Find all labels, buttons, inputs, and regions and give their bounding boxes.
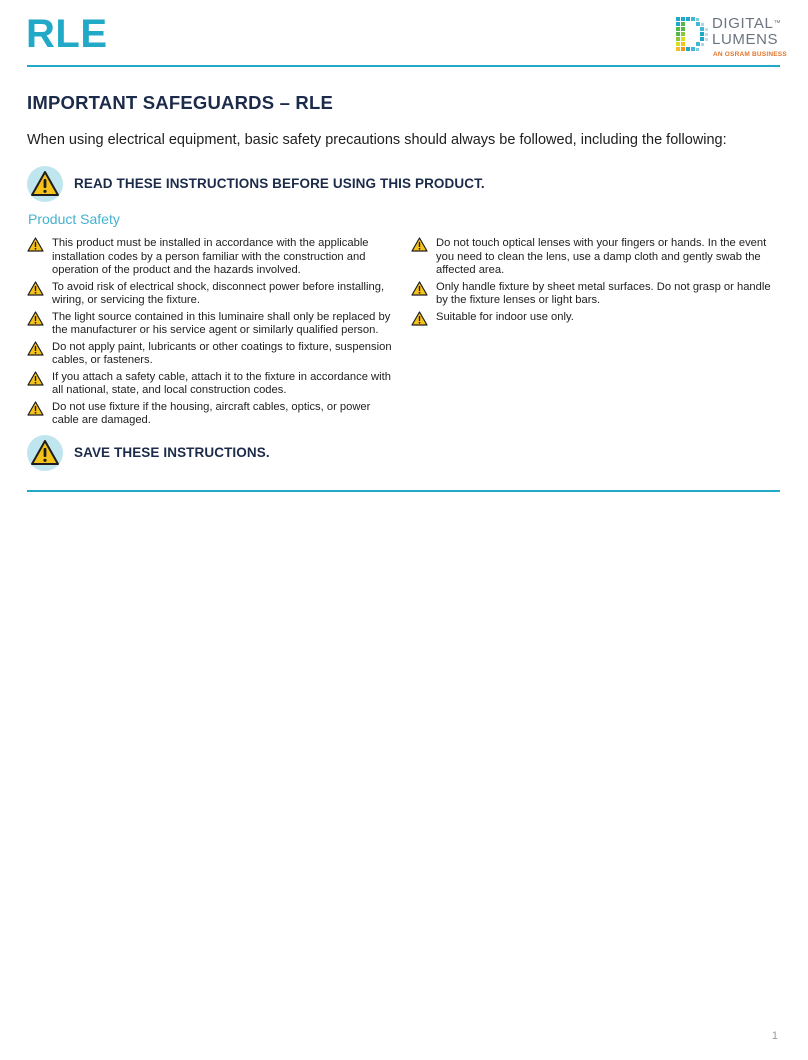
digital-lumens-logo-icon xyxy=(676,17,710,53)
section-title: Product Safety xyxy=(28,211,120,227)
list-item-text: Suitable for indoor use only. xyxy=(436,310,574,323)
warning-triangle-icon xyxy=(27,311,44,326)
intro-text: When using electrical equipment, basic safety precautions should always be followed, including the following: xyxy=(27,132,727,148)
warning-triangle-icon xyxy=(27,341,44,356)
list-item xyxy=(27,281,393,308)
warning-triangle-icon xyxy=(411,237,428,252)
list-item-text: Only handle fixture by sheet metal surfaces. Do not grasp or handle by the fixture lenses or light bars. xyxy=(436,280,771,306)
header-divider xyxy=(27,65,780,67)
list-item-text: The light source contained in this luminaire shall only be replaced by the manufacturer or his service agent or similarly qualified person. xyxy=(52,310,391,336)
warning-triangle-icon xyxy=(30,438,60,468)
warning-triangle-icon xyxy=(27,401,44,416)
list-item xyxy=(27,237,393,278)
list-item-text: Do not apply paint, lubricants or other coatings to fixture, suspension cables, or fasteners. xyxy=(52,340,392,366)
logo-subline: AN OSRAM BUSINESS xyxy=(713,51,787,58)
warning-triangle-icon xyxy=(27,237,44,252)
warning-triangle-icon xyxy=(27,371,44,386)
list-item-text: Do not use fixture if the housing, aircraft cables, optics, or power cable are damaged. xyxy=(52,400,371,426)
logo-text-line1: DIGITAL™ xyxy=(712,15,782,32)
warning-triangle-icon xyxy=(30,169,60,199)
safety-list-right xyxy=(411,237,777,327)
section-divider xyxy=(27,490,780,492)
list-item xyxy=(411,281,777,308)
banner-warning-badge xyxy=(27,166,63,202)
list-item-text: To avoid risk of electrical shock, disconnect power before installing, wiring, or servicing the fixture. xyxy=(52,280,385,306)
product-code: RLE xyxy=(26,12,108,56)
save-instructions-banner xyxy=(27,435,627,471)
safety-list-left xyxy=(27,237,393,431)
read-instructions-text: READ THESE INSTRUCTIONS BEFORE USING THIS PRODUCT. xyxy=(74,176,485,191)
list-item xyxy=(27,401,393,428)
list-item xyxy=(27,311,393,338)
warning-triangle-icon xyxy=(411,311,428,326)
banner-warning-badge xyxy=(27,435,63,471)
list-item-text: Do not touch optical lenses with your fingers or hands. In the event you need to clean the lens, use a damp cloth and gently swab the affected area. xyxy=(436,237,767,276)
digital-lumens-logo xyxy=(676,14,787,60)
page-number: 1 xyxy=(771,1030,778,1042)
list-item xyxy=(27,341,393,368)
list-item-text: If you attach a safety cable, attach it to the fixture in accordance with all national, state, and local construction codes. xyxy=(52,370,391,396)
page-title: IMPORTANT SAFEGUARDS – RLE xyxy=(27,92,334,113)
warning-triangle-icon xyxy=(27,281,44,296)
warning-triangle-icon xyxy=(411,281,428,296)
list-item xyxy=(411,311,777,325)
read-instructions-banner xyxy=(27,166,627,202)
list-item-text: This product must be installed in accordance with the applicable installation codes by a person familiar with the construction and operation of the product and the hazards involved. xyxy=(52,237,369,276)
save-instructions-text: SAVE THESE INSTRUCTIONS. xyxy=(74,445,270,460)
list-item xyxy=(411,237,777,278)
list-item xyxy=(27,371,393,398)
page-header xyxy=(0,0,808,70)
logo-text-line2: LUMENS xyxy=(712,31,779,48)
